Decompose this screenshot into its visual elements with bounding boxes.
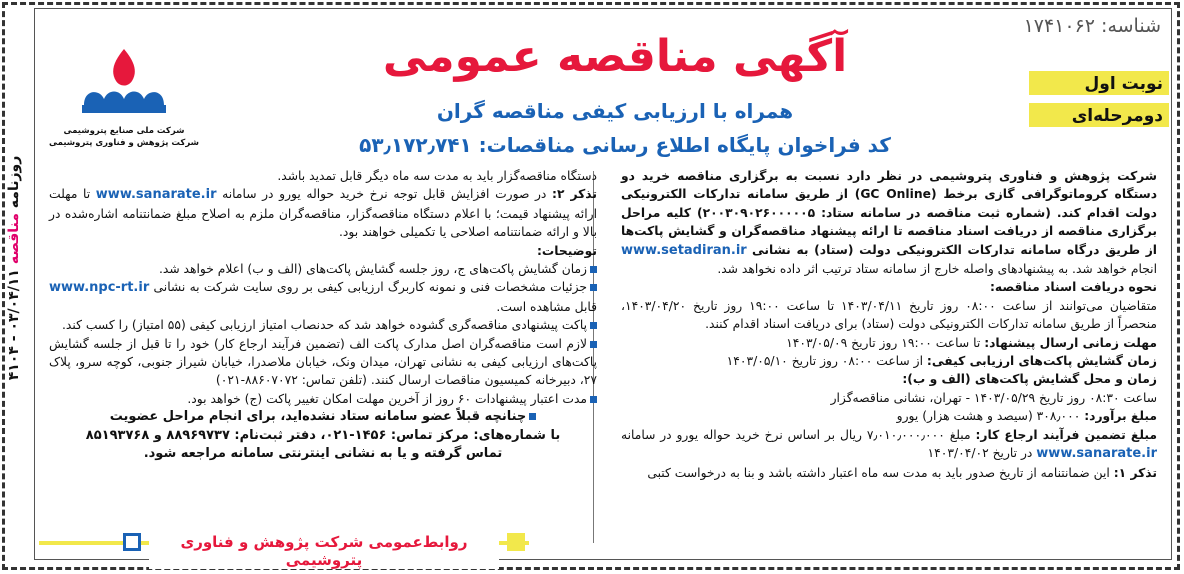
contact-line-3: تماس گرفته و یا به نشانی اینترنتی سامانه مراجعه شود. [143, 446, 503, 462]
bullet-icon [590, 266, 597, 273]
tender-code: کد فراخوان پایگاه اطلاع رسانی مناقصات: ۵۳٫۱۷۲٫۷۴۱ [359, 133, 891, 157]
desc-item-4: لازم است مناقصه‌گران اصل مدارک پاکت الف (تضمین فرآیند ارجاع کار) خود را تا قبل از جلسه گشایش پاکت‌های ارزیابی کیفی به نشانی تهران، میدان ونک، خیابان ملاصدرا، خیابان شیراز جنوبی، کوچه سرو، پلاک ۲۷، دبیرخانه کمیسیون مناقصات ارسال کنند. (تلفن تماس: ۸۸۶۰۷۰۷۲-۰۲۱) [49, 336, 597, 388]
footer-square-icon-2 [507, 533, 525, 551]
brand-name: مناقصه [6, 213, 22, 265]
left-column [49, 167, 597, 464]
petrochemical-logo-icon [76, 45, 172, 125]
deadline-value: تا ساعت ۱۹:۰۰ روز تاریخ ۱۴۰۳/۰۵/۰۹ [786, 335, 981, 350]
right-column [621, 167, 1157, 482]
opening-value: ساعت ۰۸:۳۰ روز تاریخ ۱۴۰۳/۰۵/۲۹ - تهران، نشانی مناقصه‌گزار [830, 390, 1157, 405]
bullet-icon [590, 341, 597, 348]
footer [39, 533, 539, 569]
continuation-text: دستگاه مناقصه‌گزار باید به مدت سه ماه دیگر قابل تمدید باشد. [277, 169, 597, 183]
desc-item-5: مدت اعتبار پیشنهادات ۶۰ روز از آخرین مهلت امکان تغییر پاکت (ج) خواهد بود. [187, 391, 587, 406]
contact-line-2: با شماره‌های: مرکز تماس: ۱۴۵۶-۰۲۱، دفتر ثبت‌نام: ۸۸۹۶۹۷۳۷ و ۸۵۱۹۳۷۶۸ [85, 427, 561, 443]
desc-item-2b: قابل مشاهده است. [496, 299, 597, 314]
receive-heading: نحوه دریافت اسناد مناقصه: [989, 280, 1157, 295]
intro-text-2: انجام خواهد شد. به پیشنهادهای واصله خارج از سامانه ستاد ترتیب اثر داده نخواهد شد. [717, 262, 1157, 277]
estimate-value: ۳۰۸٫۰۰۰ (سیصد و هشت هزار) یورو [896, 409, 1081, 424]
desc-item-3: پاکت پیشنهادی مناقصه‌گری گشوده خواهد شد که حدنصاب امتیاز ارزیابی کیفی (۵۵ امتیاز) را کسب کند. [62, 318, 587, 333]
note1-label: تذکر ۱: [1113, 465, 1157, 480]
contact-line-1: چنانچه قبلاً عضو سامانه ستاد نشده‌اید، برای انجام مراحل عضویت [109, 409, 527, 425]
newspaper-name: روزنامه [6, 155, 22, 209]
logo-line-2: شرکت پژوهش و فناوری پتروشیمی [49, 138, 199, 148]
desc-item-2: جزئیات مشخصات فنی و نمونه کاربرگ ارزیابی کیفی بر روی سایت شرکت به نشانی [153, 280, 587, 295]
side-caption [4, 60, 30, 490]
estimate-label: مبلغ برآورد: [1084, 409, 1157, 424]
npc-link[interactable]: www.npc-rt.ir [49, 280, 150, 296]
bullet-icon [529, 413, 536, 420]
desc-item-1: زمان گشایش پاکت‌های ج، روز جلسه گشایش پاکت‌های (الف و ب) اعلام خواهد شد. [158, 262, 587, 277]
footer-square-icon [123, 533, 141, 551]
note2-label: تذکر ۲: [552, 187, 597, 202]
ad-box [34, 8, 1172, 569]
receive-text: متقاضیان می‌توانند از ساعت ۰۸:۰۰ روز تاریخ ۱۴۰۳/۰۴/۱۱ تا ساعت ۱۹:۰۰ روز تاریخ ۱۴۰۳/۰۴/۲۰، منحصراً از طریق سامانه تدارکات الکترونیکی دولت (ستاد) برای دریافت اسناد اقدام کنند. [621, 298, 1158, 332]
company-logo [49, 45, 199, 165]
issue-date: ۰۳/۰۴/۱۱ - ۴۱۰۴ [6, 269, 22, 381]
deadline-label: مهلت زمانی ارسال پیشنهاد: [984, 335, 1157, 350]
bullet-icon [590, 322, 597, 329]
bullet-icon [590, 396, 597, 403]
sanarate-link[interactable]: www.sanarate.ir [1036, 446, 1157, 462]
sanarate-link-2[interactable]: www.sanarate.ir [95, 187, 217, 203]
note2-text: در صورت افزایش قابل توجه نرخ خرید حواله یورو در سامانه [222, 187, 547, 202]
description-heading: توضیحات: [537, 243, 597, 258]
badge-stages: دومرحله‌ای [1029, 103, 1169, 129]
page-title: آگهی مناقصه عمومی [382, 31, 848, 82]
note2-text-2: تا مهلت ارائه پیشنهاد قیمت؛ با اعلام دستگاه مناقصه‌گزار، مناقصه‌گران ملزم به اصلاح مبلغ ضمانتنامه اشاره‌شده در بالا و ارائه ضمانتنامه اصلاحی یا تکمیلی خواهند بود. [49, 187, 597, 240]
opening-label: زمان و محل گشایش پاکت‌های (الف و ب): [902, 372, 1157, 387]
logo-line-1: شرکت ملی صنایع پتروشیمی [63, 126, 185, 136]
intro-text: شرکت پژوهش و فناوری پتروشیمی در نظر دارد نسبت به برگزاری مناقصه خرید دو دستگاه کروماتوگرافی گازی برخط (GC Online) از طریق سامانه تدارکات الکترونیکی دولت اقدام کند. (شماره ثبت مناقصه در سامانه ستاد: ۲۰۰۳۰۹۰۲۶۰۰۰۰۰۵) کلیه مراحل برگزاری مناقصه از دریافت اسناد مناقصه تا ارائه پیشنهاد مناقصه‌گران و گشایش پاکت‌ها از طریق درگاه سامانه تدارکات الکترونیکی دولت (ستاد) به نشانی [621, 169, 1158, 257]
guarantee-date: در تاریخ ۱۴۰۳/۰۴/۰۲ [927, 446, 1033, 461]
quality-label: زمان گشایش پاکت‌های ارزیابی کیفی: [926, 354, 1157, 369]
guarantee-value: مبلغ ۷٫۰۱۰٫۰۰۰٫۰۰۰ ریال بر اساس نرخ خرید حواله یورو در سامانه [621, 427, 971, 442]
bullet-icon [590, 284, 597, 291]
note1-text: این ضمانتنامه از تاریخ صدور باید به مدت سه ماه اعتبار داشته باشد و بنا به درخواست کتبی [647, 465, 1110, 480]
guarantee-label: مبلغ تضمین فرآیند ارجاع کار: [975, 427, 1157, 442]
badge-round: نوبت اول [1029, 71, 1169, 97]
quality-value: از ساعت ۰۸:۰۰ روز تاریخ ۱۴۰۳/۰۵/۱۰ [726, 354, 923, 369]
footer-text: روابط‌عمومی شرکت پژوهش و فناوری پتروشیمی [149, 533, 499, 569]
subtitle: همراه با ارزیابی کیفی مناقصه گران [436, 99, 794, 123]
serial-number: شناسه: ۱۷۴۱۰۶۲ [1023, 15, 1161, 37]
setad-link[interactable]: www.setadiran.ir [621, 242, 747, 258]
